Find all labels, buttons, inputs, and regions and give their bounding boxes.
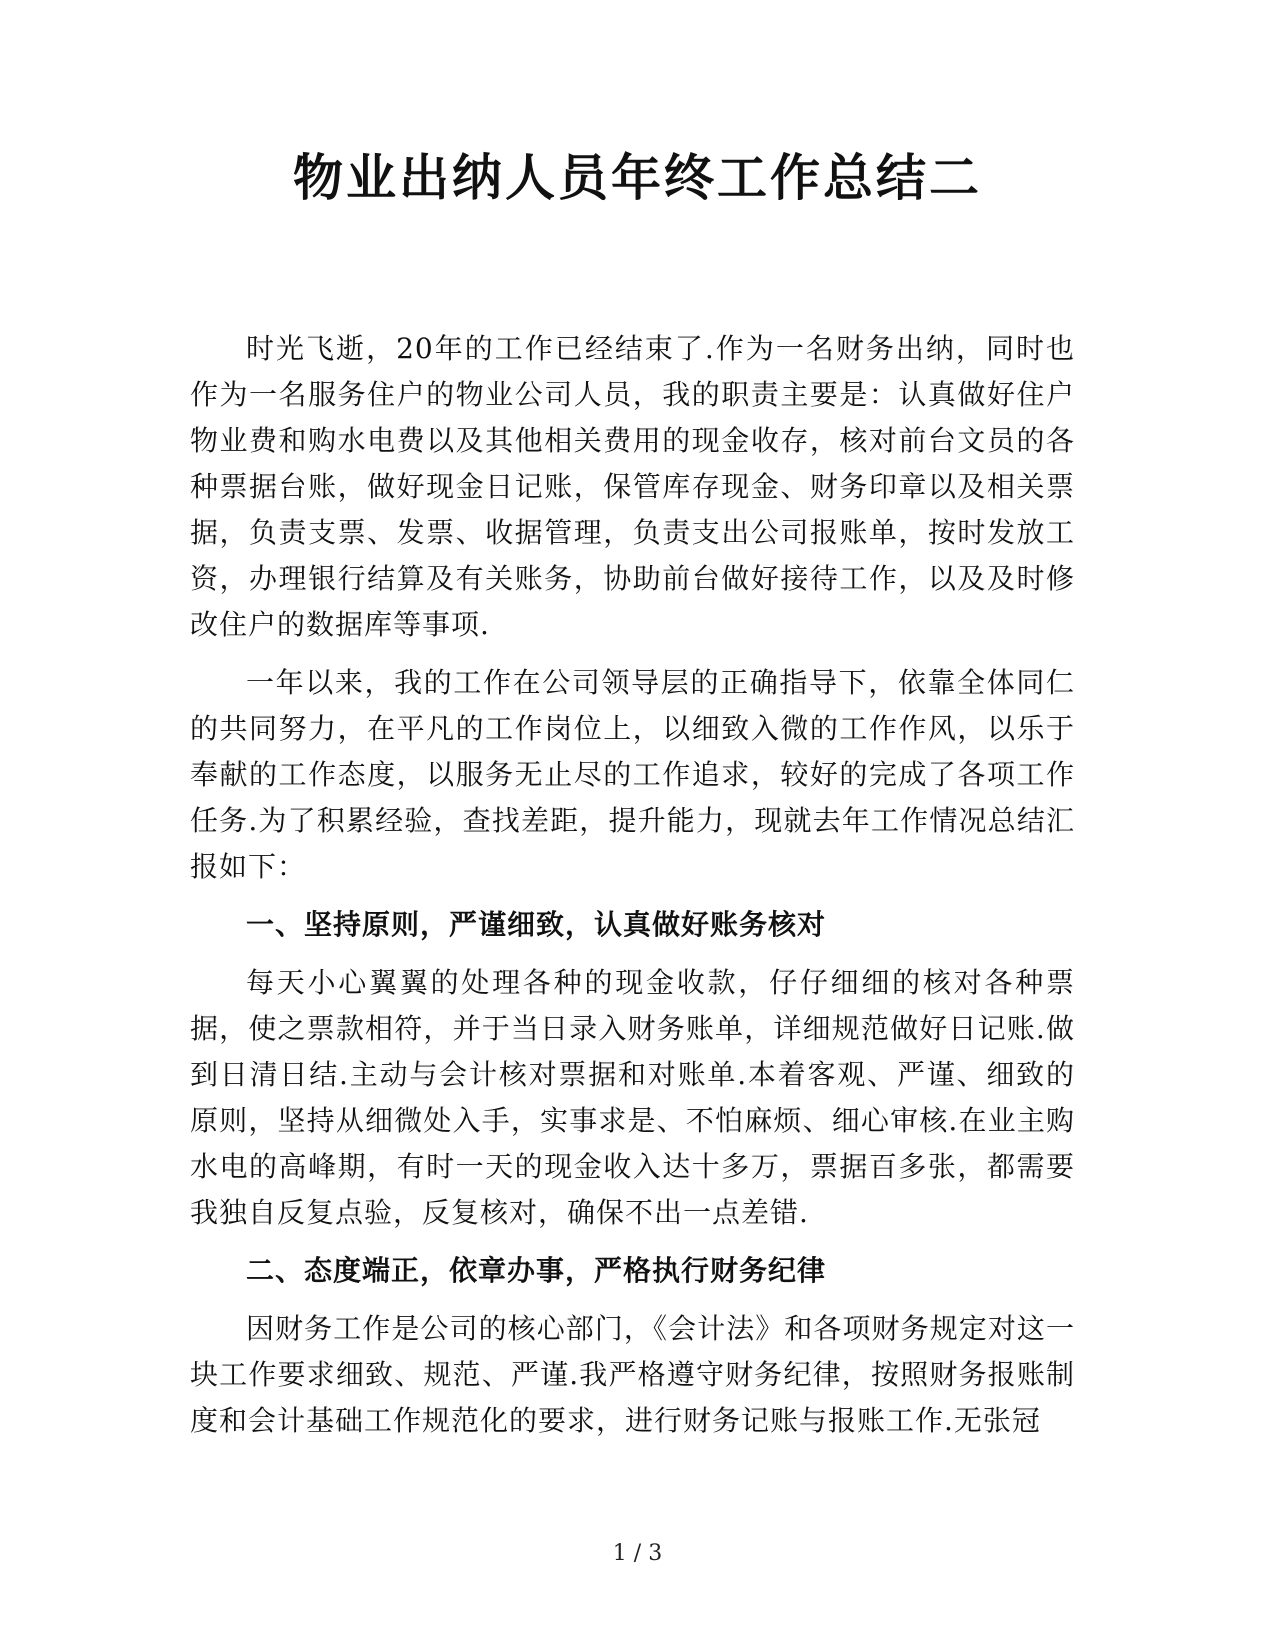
paragraph-overview: 一年以来，我的工作在公司领导层的正确指导下，依靠全体同仁的共同努力，在平凡的工作岗位上，以细致入微的工作作风，以乐于奉献的工作态度，以服务无止尽的工作追求，较好的完成了各项工作任务.为了积累经验，查找差距，提升能力，现就去年工作情况总结汇报如下： [190, 666, 1075, 883]
section-heading-1: 一、坚持原则，严谨细致，认真做好账务核对 [246, 908, 827, 941]
section-heading-2: 二、态度端正，依章办事，严格执行财务纪律 [246, 1254, 827, 1287]
paragraph-section-2: 因财务工作是公司的核心部门，《会计法》和各项财务规定对这一块工作要求细致、规范、严谨.我严格遵守财务纪律，按照财务报账制度和会计基础工作规范化的要求，进行财务记账与报账工作.无张冠 [190, 1312, 1075, 1437]
paragraph-intro: 时光飞逝，20年的工作已经结束了.作为一名财务出纳，同时也作为一名服务住户的物业公司人员，我的职责主要是：认真做好住户物业费和购水电费以及其他相关费用的现金收存，核对前台文员的各种票据台账，做好现金日记账，保管库存现金、财务印章以及相关票据，负责支票、发票、收据管理，负责支出公司报账单，按时发放工资，办理银行结算及有关账务，协助前台做好接待工作，以及及时修改住户的数据库等事项. [190, 332, 1075, 641]
page-number: 1 / 3 [612, 1541, 663, 1566]
document-title: 物业出纳人员年终工作总结二 [293, 148, 982, 207]
paragraph-section-1: 每天小心翼翼的处理各种的现金收款，仔仔细细的核对各种票据，使之票款相符，并于当日录入财务账单，详细规范做好日记账.做到日清日结.主动与会计核对票据和对账单.本着客观、严谨、细致的原则，坚持从细微处入手，实事求是、不怕麻烦、细心审核.在业主购水电的高峰期，有时一天的现金收入达十多万，票据百多张，都需要我独自反复点验，反复核对，确保不出一点差错. [190, 966, 1075, 1229]
document-body [190, 326, 1075, 1456]
